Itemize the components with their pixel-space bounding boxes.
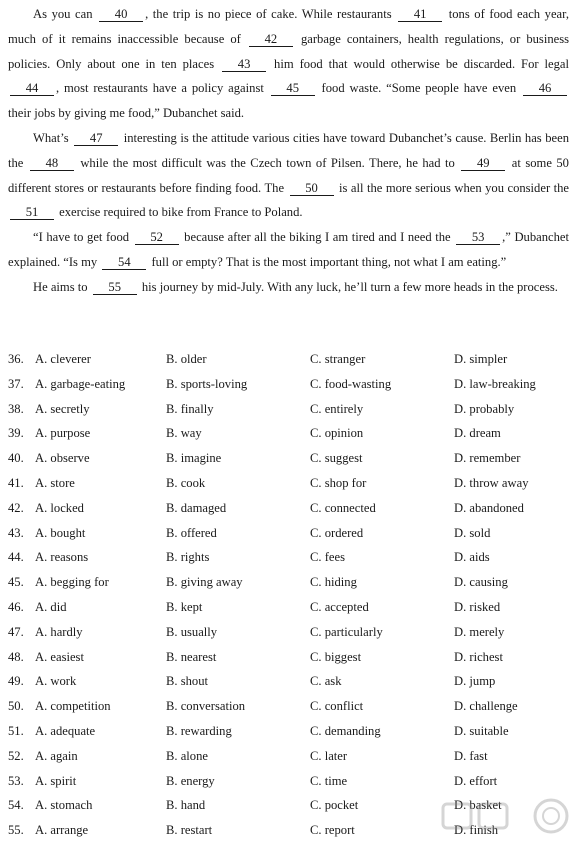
option-b: B. imagine bbox=[166, 451, 222, 466]
passage-text: at some 50 different stores or restaurants before finding food. The bbox=[8, 155, 569, 195]
passage-text: their jobs by giving me food,” Dubanchet said. bbox=[8, 106, 245, 121]
passage-paragraph bbox=[8, 126, 569, 225]
option-a: A. stomach bbox=[35, 798, 93, 813]
question-number: 55. bbox=[8, 823, 24, 838]
option-a: A. secretly bbox=[35, 401, 90, 416]
passage-text: , most restaurants have a policy against bbox=[56, 81, 269, 96]
passage-text: full or empty? That is the most important thing, not what I am eating.” bbox=[148, 254, 507, 269]
option-d: D. finish bbox=[454, 823, 499, 838]
passage-text: while the most difficult was the Czech town of Pilsen. There, he had to bbox=[75, 155, 460, 170]
option-d: D. abandoned bbox=[454, 500, 524, 515]
question-number: 38. bbox=[8, 401, 24, 416]
question-number: 53. bbox=[8, 773, 24, 788]
option-b: B. hand bbox=[166, 798, 206, 813]
answer-blank: 48 bbox=[30, 156, 74, 171]
option-b: B. finally bbox=[166, 401, 214, 416]
option-d: D. causing bbox=[454, 575, 508, 590]
option-b: B. alone bbox=[166, 748, 208, 763]
option-c: C. report bbox=[310, 823, 355, 838]
option-a: A. again bbox=[35, 748, 78, 763]
question-row bbox=[8, 620, 573, 645]
question-row bbox=[8, 446, 573, 471]
option-b: B. restart bbox=[166, 823, 213, 838]
answer-blank: 50 bbox=[290, 181, 334, 196]
question-number: 41. bbox=[8, 475, 24, 490]
option-d: D. fast bbox=[454, 748, 488, 763]
passage-text: because after all the biking I am tired and I need the bbox=[180, 230, 455, 245]
question-number: 49. bbox=[8, 674, 24, 689]
option-c: C. opinion bbox=[310, 426, 364, 441]
question-row bbox=[8, 496, 573, 521]
passage-text: interesting is the attitude various cities have toward Dubanchet’s cause. Berlin has been the bbox=[8, 130, 569, 170]
answer-blank: 47 bbox=[74, 131, 118, 146]
answer-blank: 45 bbox=[271, 81, 315, 96]
question-number: 42. bbox=[8, 500, 24, 515]
passage-text: his journey by mid-July. With any luck, he’ll turn a few more heads in the process. bbox=[138, 279, 558, 294]
option-d: D. aids bbox=[454, 550, 490, 565]
option-d: D. jump bbox=[454, 674, 496, 689]
option-c: C. hiding bbox=[310, 575, 357, 590]
passage-text: garbage containers, health regulations, or business policies. Only about one in ten places bbox=[8, 31, 570, 71]
question-row bbox=[8, 669, 573, 694]
option-c: C. connected bbox=[310, 500, 376, 515]
option-a: A. purpose bbox=[35, 426, 91, 441]
question-row bbox=[8, 793, 573, 818]
option-c: C. demanding bbox=[310, 723, 381, 738]
option-d: D. effort bbox=[454, 773, 498, 788]
answer-blank: 51 bbox=[10, 205, 54, 220]
option-c: C. accepted bbox=[310, 599, 369, 614]
option-d: D. merely bbox=[454, 624, 505, 639]
option-d: D. dream bbox=[454, 426, 501, 441]
passage-text: is all the more serious when you consider the bbox=[335, 180, 570, 195]
question-number: 46. bbox=[8, 599, 24, 614]
question-number: 54. bbox=[8, 798, 24, 813]
option-c: C. conflict bbox=[310, 699, 364, 714]
question-number: 50. bbox=[8, 699, 24, 714]
answer-blank: 46 bbox=[523, 81, 567, 96]
option-c: C. later bbox=[310, 748, 348, 763]
question-row bbox=[8, 347, 573, 372]
passage-text: He aims to bbox=[33, 279, 91, 294]
option-c: C. entirely bbox=[310, 401, 364, 416]
question-row bbox=[8, 744, 573, 769]
question-number: 37. bbox=[8, 376, 24, 391]
question-row bbox=[8, 421, 573, 446]
option-b: B. shout bbox=[166, 674, 208, 689]
option-b: B. giving away bbox=[166, 575, 243, 590]
option-b: B. way bbox=[166, 426, 202, 441]
answer-blank: 40 bbox=[99, 7, 143, 22]
option-b: B. kept bbox=[166, 599, 203, 614]
question-row bbox=[8, 570, 573, 595]
question-number: 44. bbox=[8, 550, 24, 565]
option-c: C. time bbox=[310, 773, 348, 788]
answer-blank: 54 bbox=[102, 255, 146, 270]
passage-text: ,” Dubanchet explained. “Is my bbox=[8, 230, 570, 269]
passage-text: What’s bbox=[33, 130, 73, 145]
cloze-passage bbox=[0, 0, 577, 300]
passage-text: “I have to get food bbox=[33, 230, 133, 245]
question-row bbox=[8, 372, 573, 397]
option-d: D. law-breaking bbox=[454, 376, 536, 391]
question-row bbox=[8, 694, 573, 719]
option-a: A. arrange bbox=[35, 823, 89, 838]
option-a: A. reasons bbox=[35, 550, 89, 565]
option-d: D. challenge bbox=[454, 699, 518, 714]
answer-blank: 41 bbox=[398, 7, 442, 22]
option-c: C. stranger bbox=[310, 352, 366, 366]
answer-blank: 43 bbox=[222, 57, 266, 72]
option-a: A. hardly bbox=[35, 624, 83, 639]
option-a: A. observe bbox=[35, 451, 90, 466]
option-b: B. sports-loving bbox=[166, 376, 248, 391]
question-number: 39. bbox=[8, 426, 24, 441]
option-c: C. food-wasting bbox=[310, 376, 392, 391]
option-c: C. pocket bbox=[310, 798, 359, 813]
option-b: B. cook bbox=[166, 475, 206, 490]
option-c: C. shop for bbox=[310, 475, 367, 490]
option-d: D. simpler bbox=[454, 352, 508, 366]
option-d: D. risked bbox=[454, 599, 501, 614]
option-d: D. throw away bbox=[454, 475, 529, 490]
question-number: 51. bbox=[8, 723, 24, 738]
option-a: A. work bbox=[35, 674, 77, 689]
answer-blank: 52 bbox=[135, 230, 179, 245]
option-d: D. probably bbox=[454, 401, 515, 416]
option-d: D. sold bbox=[454, 525, 491, 540]
question-row bbox=[8, 545, 573, 570]
question-number: 52. bbox=[8, 748, 24, 763]
option-a: A. locked bbox=[35, 500, 84, 515]
option-a: A. spirit bbox=[35, 773, 77, 788]
option-c: C. biggest bbox=[310, 649, 362, 664]
option-a: A. easiest bbox=[35, 649, 84, 664]
option-c: C. particularly bbox=[310, 624, 383, 639]
passage-text: As you can bbox=[33, 7, 98, 21]
question-row bbox=[8, 471, 573, 496]
question-number: 43. bbox=[8, 525, 24, 540]
option-a: A. competition bbox=[35, 699, 111, 714]
option-b: B. offered bbox=[166, 525, 217, 540]
passage-text: him food that would otherwise be discarded. For legal bbox=[268, 56, 569, 71]
question-row bbox=[8, 521, 573, 546]
question-row bbox=[8, 719, 573, 744]
option-b: B. energy bbox=[166, 773, 215, 788]
option-a: A. bought bbox=[35, 525, 86, 540]
passage-paragraph bbox=[8, 2, 569, 126]
passage-text: exercise required to bike from France to Poland. bbox=[56, 205, 303, 220]
question-number: 48. bbox=[8, 649, 24, 664]
option-b: B. rights bbox=[166, 550, 210, 565]
question-row bbox=[8, 645, 573, 670]
option-d: D. remember bbox=[454, 451, 521, 466]
option-b: B. conversation bbox=[166, 699, 246, 714]
passage-text: tons of food each year, much of it remains inaccessible because of bbox=[8, 7, 569, 46]
answer-blank: 49 bbox=[461, 156, 505, 171]
answer-blank: 53 bbox=[456, 230, 500, 245]
option-a: A. did bbox=[35, 599, 67, 614]
option-d: D. basket bbox=[454, 798, 502, 813]
answer-blank: 42 bbox=[249, 32, 293, 47]
option-a: A. store bbox=[35, 475, 75, 490]
option-b: B. damaged bbox=[166, 500, 227, 515]
option-c: C. suggest bbox=[310, 451, 363, 466]
question-row bbox=[8, 397, 573, 422]
question-number: 40. bbox=[8, 451, 24, 466]
option-a: A. cleverer bbox=[35, 352, 91, 366]
passage-text: , the trip is no piece of cake. While restaurants bbox=[145, 7, 397, 21]
question-number: 45. bbox=[8, 575, 24, 590]
option-d: D. suitable bbox=[454, 723, 509, 738]
option-b: B. nearest bbox=[166, 649, 217, 664]
question-number: 36. bbox=[8, 352, 24, 366]
passage-paragraph bbox=[8, 275, 569, 300]
question-row bbox=[8, 769, 573, 794]
passage-text: food waste. “Some people have even bbox=[316, 81, 521, 96]
option-b: B. rewarding bbox=[166, 723, 232, 738]
option-a: A. garbage-eating bbox=[35, 376, 126, 391]
answer-blank: 44 bbox=[10, 81, 54, 96]
passage-paragraph bbox=[8, 225, 569, 275]
option-a: A. adequate bbox=[35, 723, 96, 738]
question-row bbox=[8, 818, 573, 843]
question-number: 47. bbox=[8, 624, 24, 639]
option-b: B. older bbox=[166, 352, 207, 366]
option-c: C. ordered bbox=[310, 525, 364, 540]
question-row bbox=[8, 595, 573, 620]
option-d: D. richest bbox=[454, 649, 503, 664]
option-c: C. ask bbox=[310, 674, 342, 689]
option-c: C. fees bbox=[310, 550, 345, 565]
option-a: A. begging for bbox=[35, 575, 109, 590]
option-b: B. usually bbox=[166, 624, 218, 639]
answer-blank: 55 bbox=[93, 280, 137, 295]
answer-options bbox=[8, 347, 573, 843]
